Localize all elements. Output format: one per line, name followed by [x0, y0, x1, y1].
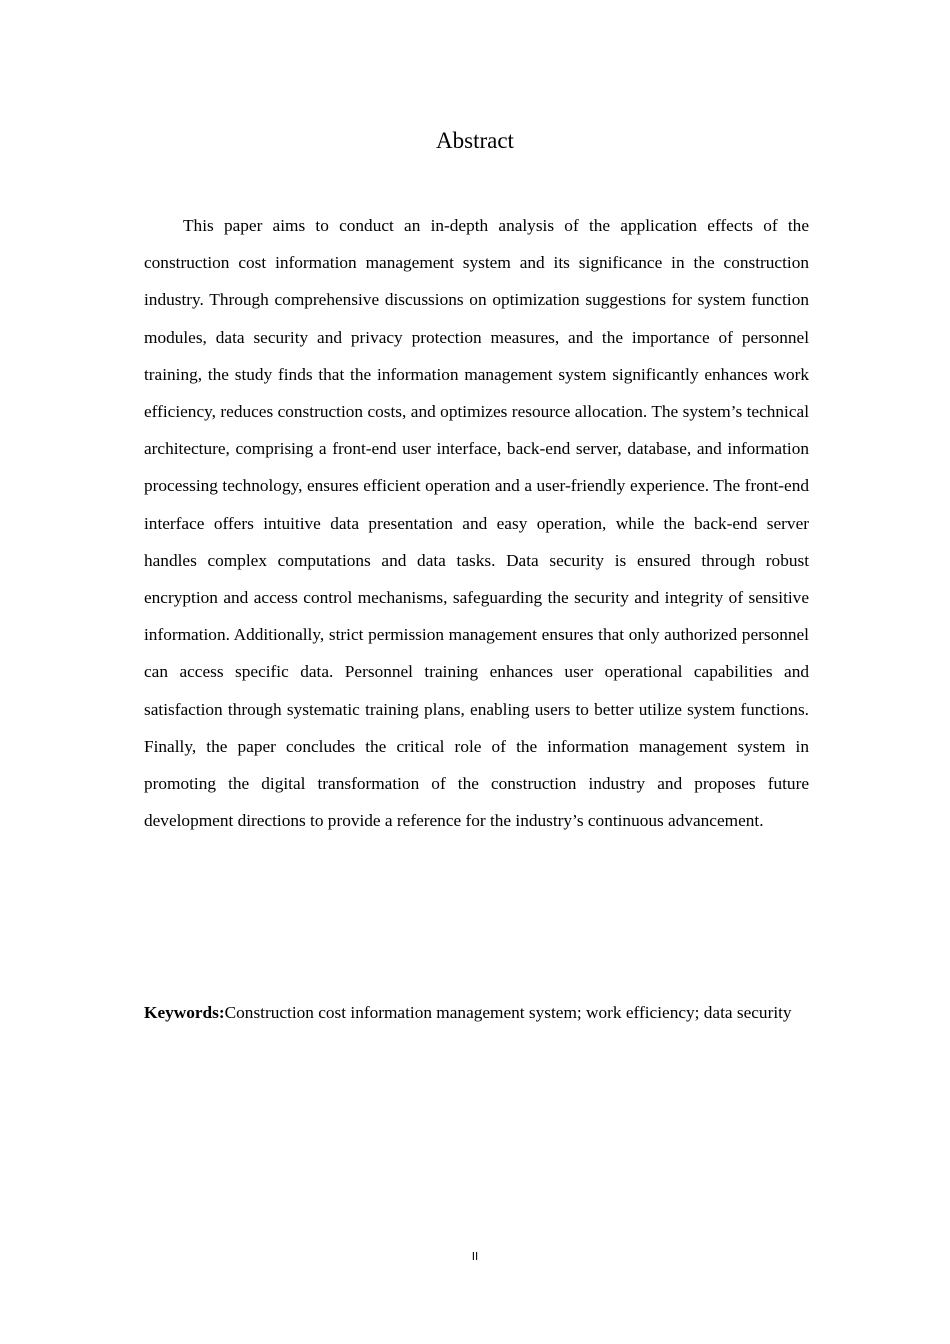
page-number: II: [471, 1250, 479, 1263]
keywords-label: Keywords:: [144, 1003, 225, 1022]
abstract-paragraph: This paper aims to conduct an in-depth analysis of the application effects of the construction cost information management system and its significance in the construction industry. Through comprehensive discussions on optimization suggestions for system function modules, data security and privacy protection measures, and the importance of personnel training, the study finds that the information management system significantly enhances work efficiency, reduces construction costs, and optimizes resource allocation. The system’s technical architecture, comprising a front-end user interface, back-end server, database, and information processing technology, ensures efficient operation and a user-friendly experience. The front-end interface offers intuitive data presentation and easy operation, while the back-end server handles complex computations and data tasks. Data security is ensured through robust encryption and access control mechanisms, safeguarding the security and integrity of sensitive information. Additionally, strict permission management ensures that only authorized personnel can access specific data. Personnel training enhances user operational capabilities and satisfaction through systematic training plans, enabling users to better utilize system functions. Finally, the paper concludes the critical role of the information management system in promoting the digital transformation of the construction industry and proposes future development directions to provide a reference for the industry’s continuous advancement.: [144, 216, 809, 831]
keywords-paragraph: [144, 995, 809, 1031]
keywords-text: Construction cost information management system; work efficiency; data security: [224, 1003, 792, 1022]
abstract-title: Abstract: [436, 128, 514, 153]
